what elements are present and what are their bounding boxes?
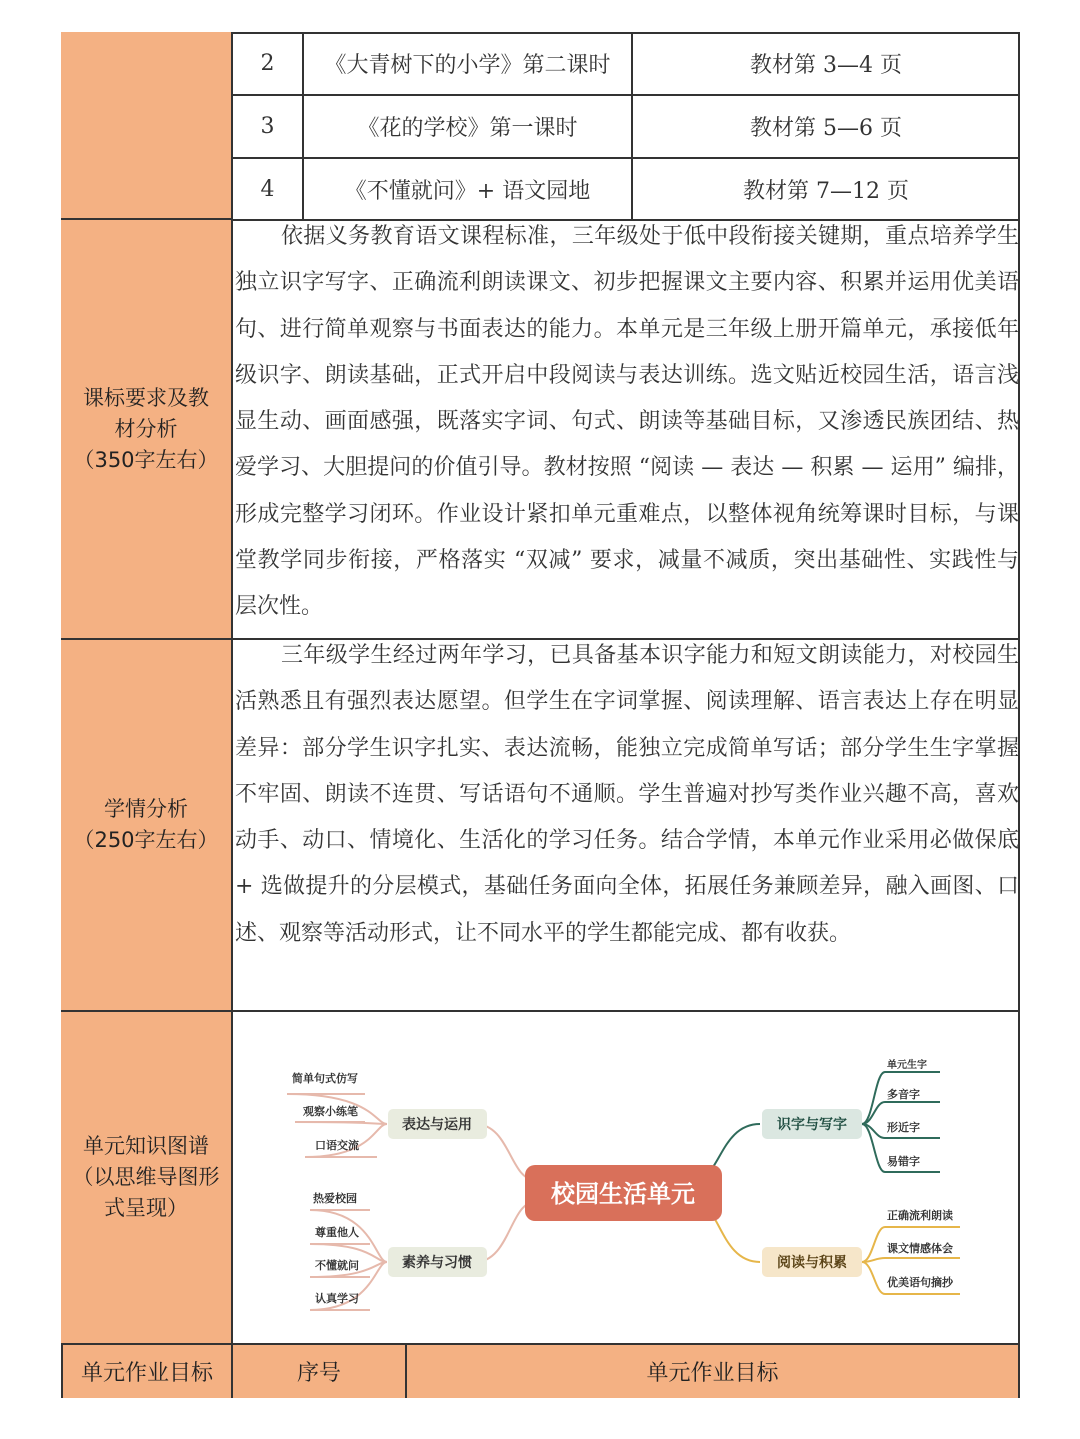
- standards-label: （350字左右）: [73, 447, 219, 472]
- leaf-label: 认真学习: [315, 1292, 359, 1305]
- footer-label: 单元作业目标: [63, 1345, 233, 1398]
- learning-label: 学情分析: [104, 797, 188, 821]
- branch-reading-label: 阅读与积累: [777, 1255, 847, 1271]
- branch-habits-label: 素养与习惯: [402, 1255, 472, 1271]
- leaf-label: 口语交流: [315, 1139, 359, 1152]
- learning-label: （250字左右）: [73, 828, 219, 852]
- branch-expression-label: 表达与运用: [402, 1117, 472, 1133]
- leaf-label: 优美语句摘抄: [887, 1276, 953, 1289]
- lesson-row-number: 4: [260, 176, 275, 202]
- leaf-label: 课文情感体会: [887, 1242, 953, 1255]
- lesson-row-title: 《大青树下的小学》第二课时: [324, 52, 611, 78]
- leaf-label: 多音字: [887, 1088, 920, 1101]
- leaf-label: 单元生字: [887, 1060, 927, 1071]
- standards-label-cell: [61, 220, 233, 640]
- mindmap-label: 式呈现）: [104, 1196, 188, 1220]
- mindmap-center-label: 校园生活单元: [551, 1180, 695, 1208]
- leaf-label: 尊重他人: [315, 1226, 359, 1239]
- lesson-row-number: 3: [260, 113, 275, 139]
- leaf-label: 热爱校园: [313, 1192, 357, 1205]
- leaf-label: 不懂就问: [315, 1259, 359, 1272]
- lesson-row-number: 2: [260, 50, 275, 76]
- learning-analysis-text: 三年级学生经过两年学习，已具备基本识字能力和短文朗读能力，对校园生活熟悉且有强烈表达愿望。但学生在字词掌握、阅读理解、语言表达上存在明显差异：部分学生识字扎实、表达流畅，能独立完成简单写话；部分学生生字掌握不牢固、朗读不连贯、写话语句不通顺。学生普遍对抄写类作业兴趣不高，喜欢动手、动口、情境化、生活化的学习任务。结合学情，本单元作业采用必做保底 + 选做提升的分层模式，基础任务面向全体，拓展任务兼顾差异，融入画图、口述、观察等活动形式，让不同水平的学生都能完成、都有收获。: [235, 643, 1019, 946]
- lesson-row-title: 《花的学校》第一课时: [357, 115, 578, 141]
- learning-label-cell: [61, 640, 233, 1012]
- lesson-row-pages: 教材第 7—12 页: [743, 178, 909, 204]
- mindmap-label: （以思维导图形: [72, 1165, 220, 1189]
- branch-literacy-label: 识字与写字: [777, 1117, 847, 1133]
- footer-column-goal: 单元作业目标: [407, 1345, 1018, 1398]
- leaf-label: 正确流利朗读: [887, 1209, 953, 1222]
- lesson-row-title: 《不懂就问》+ 语文园地: [344, 178, 591, 204]
- leaf-label: 形近字: [887, 1121, 920, 1134]
- lesson-row-pages: 教材第 3—4 页: [750, 52, 902, 78]
- lesson-rows-label-cell: [61, 32, 233, 220]
- mindmap-label-cell: [61, 1012, 233, 1345]
- footer-column-number: 序号: [233, 1345, 407, 1398]
- standards-label: 课标要求及教: [83, 385, 209, 410]
- leaf-label: 观察小练笔: [303, 1105, 358, 1118]
- knowledge-mind-map: [235, 1012, 1018, 1343]
- mindmap-label: 单元知识图谱: [83, 1134, 209, 1158]
- leaf-label: 易错字: [887, 1155, 920, 1168]
- leaf-label: 简单句式仿写: [292, 1072, 358, 1085]
- lesson-row-pages: 教材第 5—6 页: [750, 115, 902, 141]
- standards-analysis-text: 依据义务教育语文课程标准，三年级处于低中段衔接关键期，重点培养学生独立识字写字、正确流利朗读课文、初步把握课文主要内容、积累并运用优美语句、进行简单观察与书面表达的能力。本单元是三年级上册开篇单元，承接低年级识字、朗读基础，正式开启中段阅读与表达训练。选文贴近校园生活，语言浅显生动、画面感强，既落实字词、句式、朗读等基础目标，又渗透民族团结、热爱学习、大胆提问的价值引导。教材按照 “阅读 — 表达 — 积累 — 运用” 编排，形成完整学习闭环。作业设计紧扣单元重难点，以整体视角统筹课时目标，与课堂教学同步衔接，严格落实 “双减” 要求，减量不减质，突出基础性、实践性与层次性。: [235, 224, 1019, 620]
- standards-label: 材分析: [114, 416, 178, 441]
